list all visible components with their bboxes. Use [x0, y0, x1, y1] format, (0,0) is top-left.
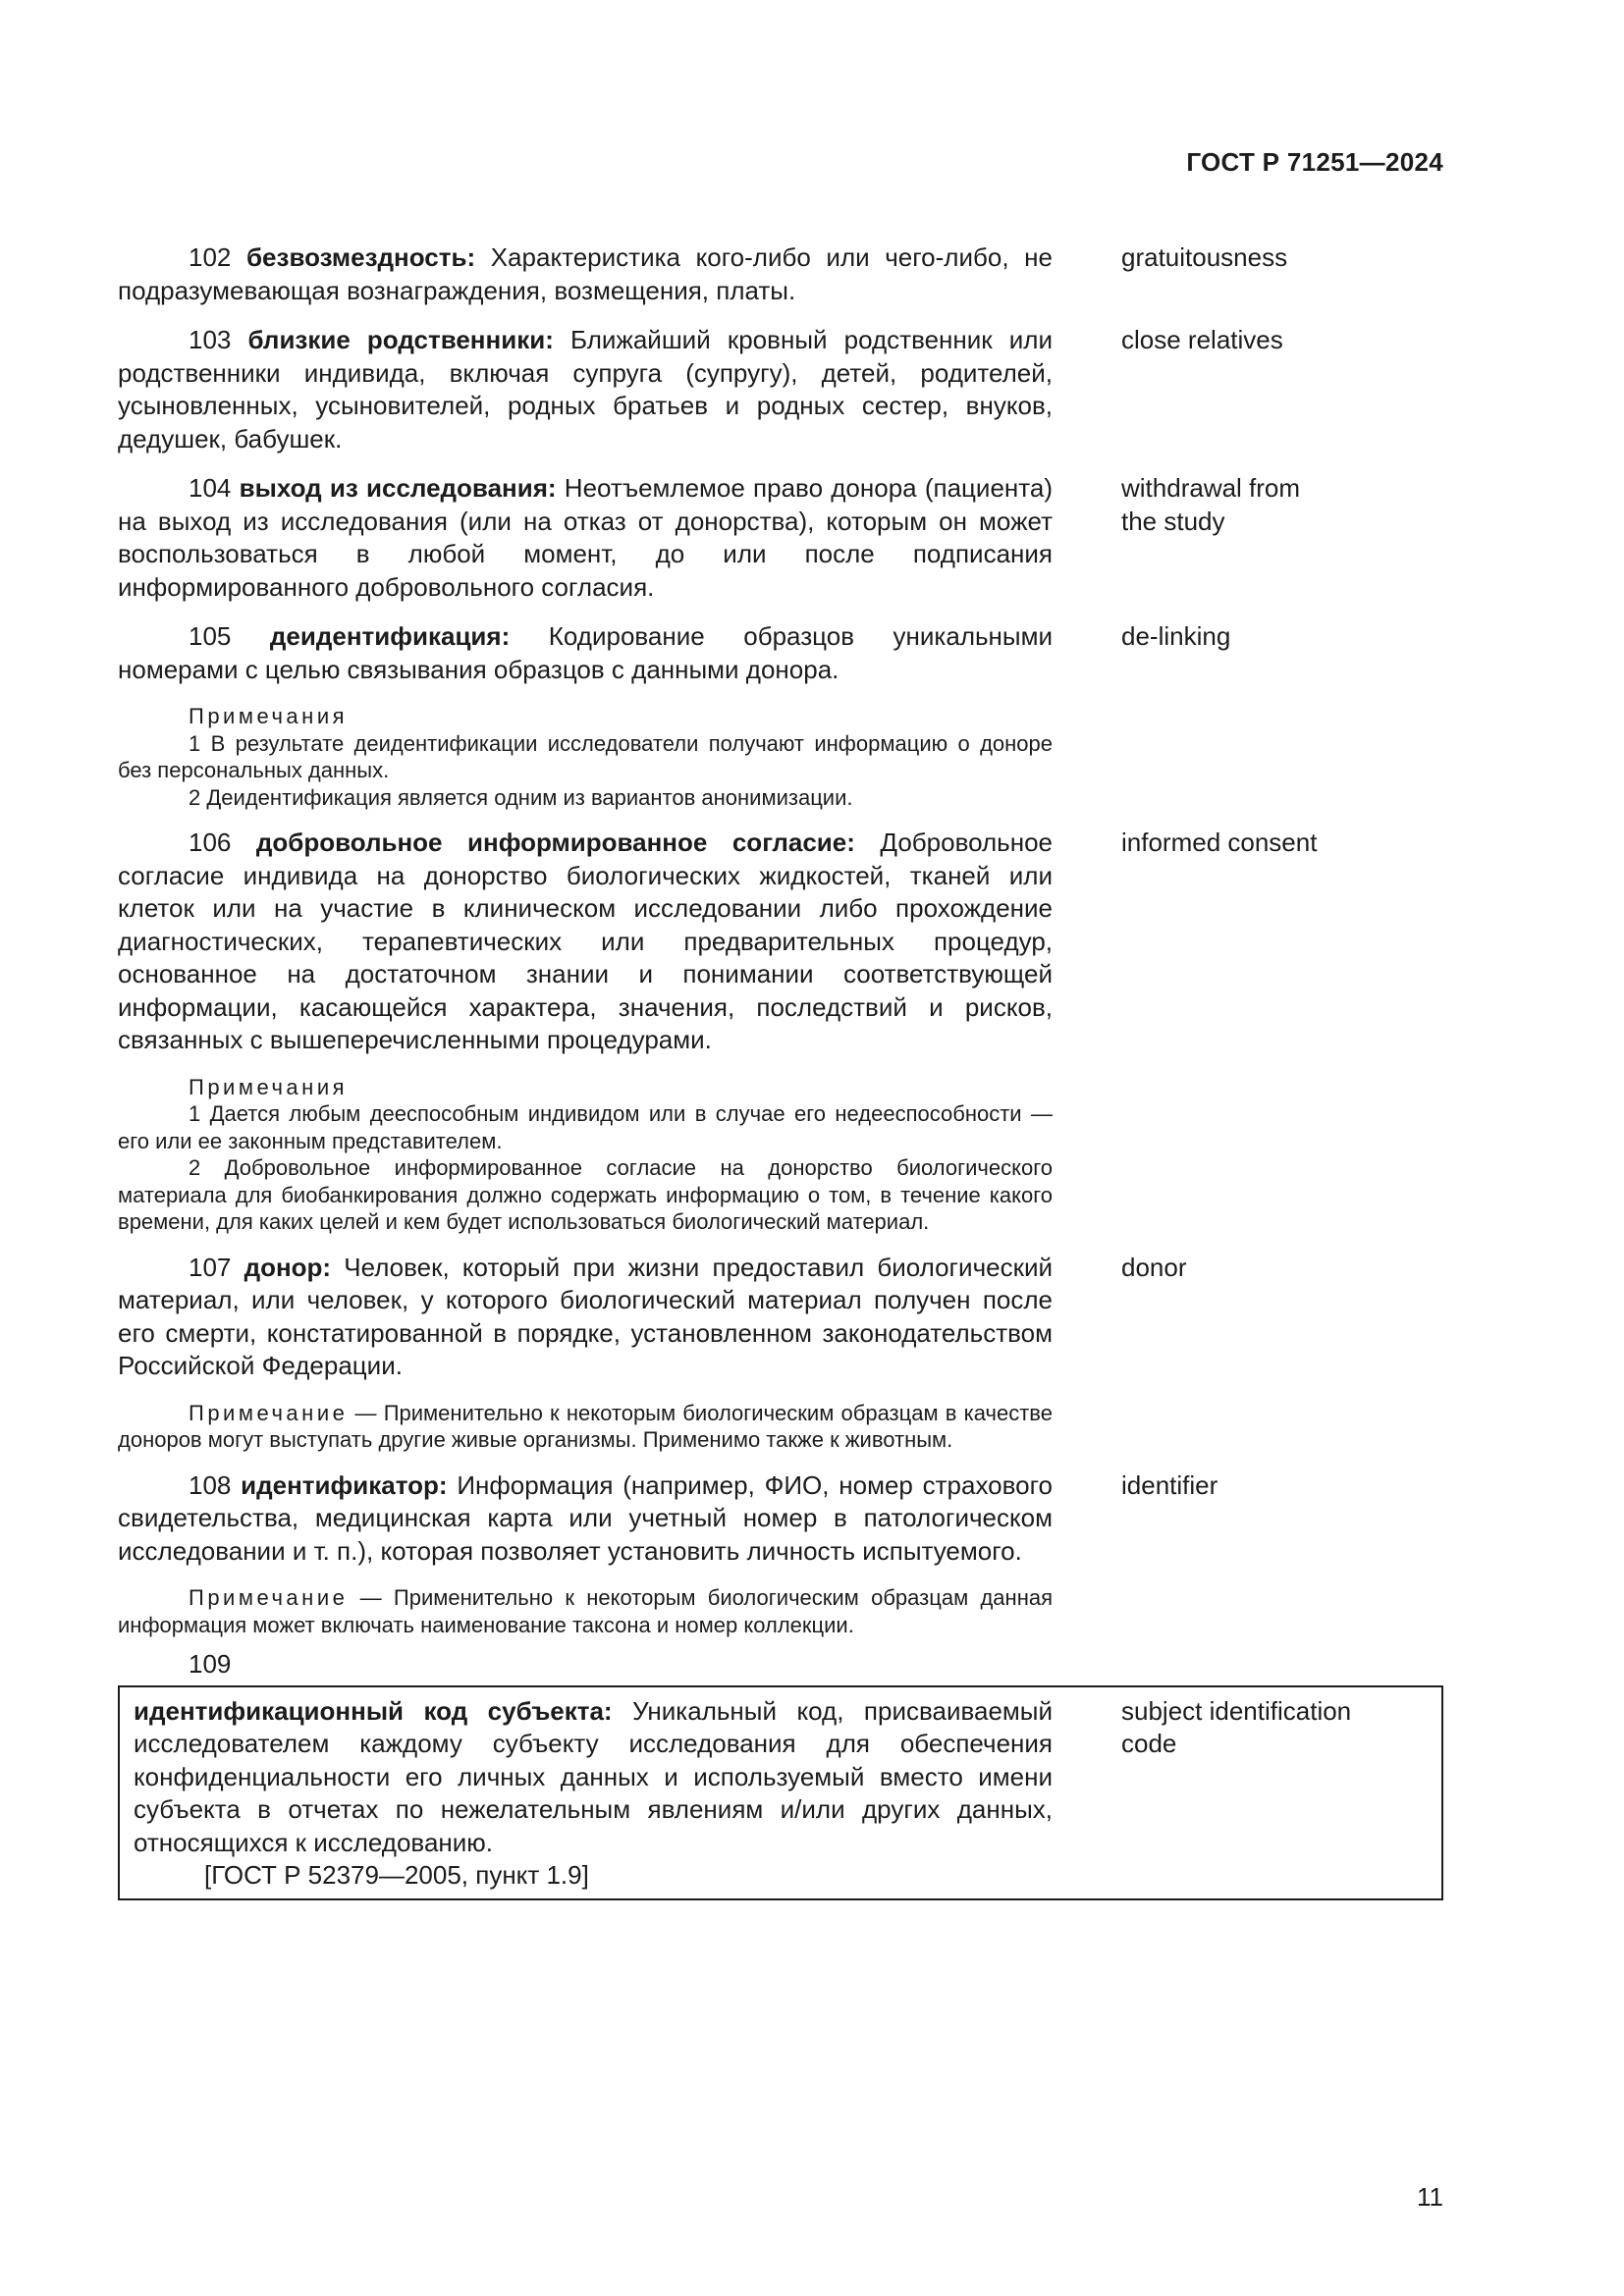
note-text: — Применительно к некоторым биологическим образцам данная информация может включать наименование таксона и номер коллекции. — [118, 1585, 1053, 1637]
term-entry-103 — [118, 324, 1443, 455]
term-definition — [118, 620, 1053, 686]
english-term: informed consent — [1121, 828, 1318, 857]
note-heading: Примечания — [189, 704, 349, 728]
term-text: Ближайший кровный родственник или родственники индивида, включая супруга (супругу), детей, родителей, усыновленных, усыновителей, родных братьев и родных сестер, внуков, дедушек, бабушек. — [118, 325, 1053, 454]
term-number: 102 — [189, 242, 232, 272]
term-entry-105 — [118, 620, 1443, 686]
term-text: Человек, который при жизни предоставил биологический материал, или человек, у которого биологический материал получен после его смерти, констатированной в порядке, установленном законодательством Российской Федерации. — [118, 1252, 1053, 1380]
term-entry-104 — [118, 472, 1443, 604]
term-title: близкие родственники: — [247, 325, 554, 354]
term-text: Неотъемлемое право донора (пациента) на выход из исследования (или на отказ от донорства), которым он может воспользоваться в любой момент, до или после подписания информированного добровольного согласия. — [118, 473, 1054, 602]
note-item: 1 Дается любым дееспособным индивидом или в случае его недееспособности — его или ее законным представителем. — [118, 1101, 1053, 1153]
english-term: gratuitousness — [1121, 242, 1288, 272]
term-text: Информация (например, ФИО, номер страхового свидетельства, медицинская карта или учетный номер в патологическом исследовании и т. п.), которая позволяет установить личность испытуемого. — [118, 1469, 1053, 1566]
english-term: subject identification code — [1121, 1695, 1352, 1758]
term-title: добровольное информированное согласие: — [255, 828, 855, 857]
english-term: donor — [1121, 1252, 1187, 1282]
english-term: identifier — [1121, 1469, 1218, 1500]
note-label: Примечание — [189, 1585, 349, 1610]
note-block-105 — [118, 703, 1053, 811]
term-text: Кодирование образцов уникальными номерами с целью связывания образцов с данными донора. — [118, 621, 1053, 684]
term-number: 106 — [189, 828, 232, 857]
note-item: 2 Добровольное информированное согласие на донорство биологического материала для биобанкирования должно содержать информацию о том, в течение какого времени, для каких целей и кем будет использоваться биологический материал. — [118, 1155, 1053, 1234]
english-term: de-linking — [1121, 621, 1231, 651]
term-number: 107 — [189, 1252, 232, 1282]
document-id-header: ГОСТ Р 71251—2024 — [1186, 147, 1443, 177]
term-definition — [118, 324, 1053, 455]
terms-list — [118, 241, 1443, 1900]
term-entry-106 — [118, 827, 1443, 1057]
term-title: выход из исследования: — [239, 473, 557, 503]
term-entry-107 — [118, 1252, 1443, 1383]
english-term: withdrawal from the study — [1121, 473, 1301, 536]
term-definition — [118, 241, 1053, 307]
term-reference: [ГОСТ Р 52379—2005, пункт 1.9] — [204, 1860, 589, 1890]
term-title: идентификатор: — [241, 1469, 448, 1500]
term-title: донор: — [244, 1252, 332, 1282]
term-title: идентификационный код субъекта: — [134, 1695, 613, 1726]
english-term: close relatives — [1121, 325, 1283, 354]
term-text: Добровольное согласие индивида на донорство биологических жидкостей, тканей или клеток или на участие в клиническом исследовании либо прохождение диагностических, терапевтических или предварительных процедур, основанное на достаточном знании и понимании соответствующей информации, касающейся характера, значения, последствий и рисков, связанных с вышеперечисленными процедурами. — [118, 828, 1053, 1054]
term-definition — [118, 1469, 1053, 1569]
term-definition — [118, 827, 1053, 1057]
term-entry-102 — [118, 241, 1443, 307]
note-block-107 — [118, 1400, 1053, 1454]
term-entry-109-box — [118, 1685, 1443, 1900]
note-text: — Применительно к некоторым биологическим образцам в качестве доноров могут выступать другие живые организмы. Применимо также к животным. — [118, 1400, 1053, 1452]
term-number: 104 — [189, 473, 232, 503]
term-title: безвозмездность: — [246, 242, 476, 272]
term-title: деидентификация: — [269, 621, 511, 651]
note-label: Примечание — [189, 1400, 349, 1425]
term-text: Уникальный код, присваиваемый исследователем каждому субъекту исследования для обеспечения конфиденциальности его личных данных и используемый вместо имени субъекта в отчетах по нежелательным явлениям и/или других данных, относящихся к исследованию. — [134, 1695, 1053, 1857]
term-number: 103 — [189, 325, 232, 354]
term-entry-108 — [118, 1469, 1443, 1569]
note-block-106 — [118, 1074, 1053, 1236]
page-number: 11 — [1417, 2182, 1443, 2212]
note-item: 1 В результате деидентификации исследователи получают информацию о доноре без персональных данных. — [118, 730, 1053, 782]
term-definition — [118, 472, 1053, 604]
note-heading: Примечания — [189, 1074, 349, 1099]
term-definition — [118, 1252, 1053, 1383]
term-number: 108 — [189, 1469, 232, 1500]
note-block-108 — [118, 1584, 1053, 1638]
note-item: 2 Деидентификация является одним из вариантов анонимизации. — [189, 784, 853, 810]
term-text: Характеристика кого-либо или чего-либо, не подразумевающая вознаграждения, возмещения, платы. — [118, 242, 1053, 305]
term-number-109: 109 — [189, 1649, 232, 1679]
term-number: 105 — [189, 621, 232, 651]
term-definition — [120, 1695, 1053, 1893]
